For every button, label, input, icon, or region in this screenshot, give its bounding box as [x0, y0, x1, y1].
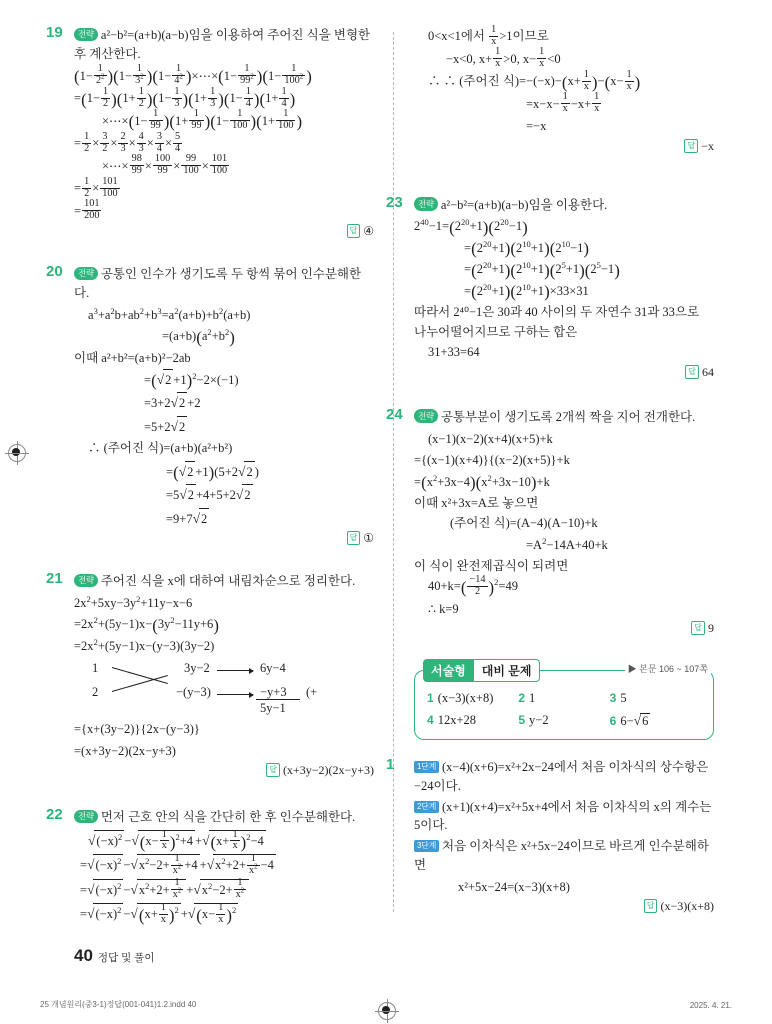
folio-title: 정답 및 풀이: [97, 952, 155, 964]
problem-number: 19: [46, 24, 63, 41]
seosul-answer-text: 1: [529, 691, 536, 705]
seosul-title: 서술형: [423, 659, 474, 682]
left-column: [46, 24, 374, 943]
cross-mid-bottom: −(y−3): [176, 685, 211, 700]
problem-21: [46, 570, 374, 778]
answer-tag: 답: [644, 899, 658, 913]
seosul-answer-number: 1: [427, 691, 434, 705]
math-line: $=√(-x)^2 -√x^2+2+$ $\frac{1}{x^2}$ $+√x^2-2+$ $\frac{1}{x^2}$: [74, 878, 374, 902]
ittae-text: 이때 a²+b²=(a+b)²−2ab: [74, 350, 191, 365]
strategy-line: [414, 408, 714, 427]
cross-right-bottom: −y+3: [260, 685, 287, 700]
math-line: $=(2^{20}+1)(2^{10}+1)(2^{10}-1)$: [464, 238, 589, 259]
answer-value: ①: [363, 531, 374, 545]
seosul-answer-box: [414, 664, 714, 740]
perfect-square-text: 이 식이 완전제곱식이 되려면: [414, 559, 569, 573]
substitute-text: 이때 x²+3x=A로 놓으면: [414, 496, 539, 510]
math-line: $=(2^{20}+1)(2^{10}+1)\times 33\times 31$: [464, 281, 589, 302]
therefore-text: ∴ k=9: [428, 601, 459, 616]
answer-line: [414, 365, 714, 380]
math-line: =(√2 +1)(5+2√2 ): [74, 460, 374, 484]
strategy-text: 공통부분이 생기도록 2개씩 짝을 지어 전개한다.: [440, 409, 696, 424]
problem-number: 24: [386, 405, 403, 423]
cross-multiplication-diagram: [74, 659, 374, 717]
strategy-tag: 전략: [414, 197, 438, 211]
text-line: [414, 556, 714, 576]
strategy-tag: 전략: [74, 28, 98, 42]
math-line: ×⋯× $\frac{98}{99}$ × $\frac{100}{99}$ × $\frac{99}{100}$ × $\frac{101}{100}$: [102, 153, 228, 177]
step-line: [414, 837, 714, 875]
step-1-tag: 1단계: [414, 761, 439, 773]
math-line: = $\frac{101}{200}$: [74, 198, 100, 222]
math-line: =x−x− $\frac{1}{x}$ −x+ $\frac{1}{x}$: [526, 91, 600, 115]
answer-tag: 답: [266, 763, 280, 777]
math-line: $=2x^2+(5y-1)x-(3y^2-11y+6)$: [74, 615, 219, 635]
cross-line-2: [112, 675, 168, 692]
seosul-answer-number: 6: [609, 714, 617, 728]
seosul-solution-1: [386, 756, 714, 914]
answer-line: [414, 139, 714, 154]
seosul-answer-number: 4: [427, 713, 434, 727]
math-line: ={(x−1)(x+4)}{(x−2)(x+5)}+k: [414, 453, 570, 467]
conclusion-line-1: 따라서 2⁴⁰−1은 30과 40 사이의 두 자연수 31과 33으로: [414, 305, 700, 320]
math-line: (1− $\frac{1}{2^2}$ )(1− $\frac{1}{3^2}$ )(1− $\frac{1}{4^2}$ )×⋯×(1− $\frac{1}{99^2}$ )(1− $\frac{1}{100^2}$ ): [74, 63, 312, 87]
problem-number: 22: [46, 806, 63, 824]
problem-24: [386, 405, 714, 636]
problem-20: [46, 263, 374, 546]
math-line: = $\frac{1}{2}$ × $\frac{101}{100}$: [74, 175, 118, 199]
math-line: $=(√2 +1)^2-2\times(-1)$: [144, 370, 239, 391]
math-line: ∴ ∴ (주어진 식)=−(−x)−(x+ $\frac{1}{x}$ )−(x− $\frac{1}{x}$ ): [428, 68, 641, 92]
math-line: =5+2√2: [74, 415, 374, 439]
answer-line: [74, 763, 374, 778]
answer-tag: 답: [347, 224, 361, 238]
seosul-subtitle: 대비 문제: [474, 659, 541, 682]
cross-right-top: 6y−4: [260, 661, 286, 676]
text-line: [414, 493, 714, 513]
answer-tag: 답: [347, 531, 361, 545]
answer-tag: 답: [684, 139, 698, 153]
text-line: [414, 302, 714, 322]
answer-value: ④: [363, 224, 374, 238]
math-line: =(1− $\frac{1}{2}$ )(1+ $\frac{1}{2}$ )(1− $\frac{1}{3}$ )(1+ $\frac{1}{3}$ )(1− $\frac{1}{4}$ )(1+ $\frac{1}{4}$ ): [74, 85, 296, 109]
math-line: (주어진 식)=(A−4)(A−10)+k: [450, 516, 598, 530]
cross-arrow-top: [217, 670, 253, 671]
math-line: $2^{40}-1=(2^{20}+1)(2^{20}-1)$: [414, 217, 528, 237]
step-1-text: (x−4)(x+6)=x²+2x−24에서 처음 이차식의 상수항은 −24이다.: [414, 760, 709, 793]
strategy-tag: 전략: [74, 574, 98, 588]
math-line: =3+2√2 +2: [74, 391, 374, 415]
conclusion-line-2: 나누어떨어지므로 구하는 합은: [414, 325, 578, 340]
strategy-text: a²−b²=(a+b)(a−b)임을 이용한다.: [440, 197, 608, 212]
seosul-answer-item: [610, 713, 701, 729]
cross-mid-top: 3y−2: [184, 661, 210, 676]
math-line: =−x: [526, 119, 547, 133]
imprint-right: 2025. 4. 21.: [689, 1001, 732, 1010]
given-text: (주어진 식): [450, 516, 510, 530]
cross-sum: 5y−1: [260, 701, 286, 716]
math-line: =(x+3y−2)(2x−y+3): [74, 743, 176, 758]
answer-value: 64: [702, 364, 714, 379]
math-line: $2x^2+5xy-3y^2+11y-x-6$: [74, 593, 193, 610]
math-line: $=2x^2+(5y-1)x-(y-3)(3y-2)$: [74, 636, 215, 653]
math-line: 0<x<1에서 $\frac{1}{x}$ >1이므로: [428, 23, 549, 47]
math-line: (x−1)(x−2)(x+4)(x+5)+k: [428, 431, 553, 446]
cross-arrow-bottom: [217, 694, 253, 695]
math-line: [74, 438, 374, 460]
strategy-line: [74, 265, 374, 303]
step-2-text: (x+1)(x+4)=x²+5x+4에서 처음 이차식의 x의 계수는 5이다.: [414, 799, 712, 833]
page-folio: [74, 946, 154, 966]
math-line: $a^3+a^2b+ab^2+b^3=a^2(a+b)+b^2(a+b)$: [88, 305, 251, 322]
math-line: [414, 877, 714, 899]
column-divider: [393, 32, 394, 912]
answer-value: (x+3y−2)(2x−y+3): [282, 763, 374, 778]
seosul-answer-item: [610, 691, 701, 706]
math-line: $=√(-x)^2 -√(x+$ $\frac{1}{x}$ )$^2$ +√(x− $\frac{1}{x}$ )$^2$: [80, 901, 237, 925]
math-line: [414, 342, 714, 364]
imprint-left: 25 개념원리(중3-1)정답(001-041)1.2.indd 40: [40, 1000, 197, 1009]
problem-22-continued: [414, 23, 714, 154]
math-line: ×⋯×(1− $\frac{1}{99}$ )(1+ $\frac{1}{99}$ )(1− $\frac{1}{100}$ )(1+ $\frac{1}{100}$ ): [102, 108, 303, 132]
math-line: ={x+(3y−2)}{2x−(y−3)}: [74, 722, 200, 737]
seosul-answer-text: 12x+28: [437, 713, 476, 727]
cross-left-top: 1: [92, 661, 99, 676]
seosul-answer-text: y−2: [529, 713, 549, 727]
seosul-answer-item: [518, 713, 609, 729]
seosul-answer-item: [427, 713, 518, 729]
math-line: $=(2^{20}+1)(2^{10}+1)(2^5+1)(2^5-1)$: [464, 260, 620, 280]
answer-line: [74, 531, 374, 546]
math-line: 40+k=( $\frac{-14}{2}$ )$^2$=49: [428, 573, 518, 597]
answer-value: 9: [708, 621, 714, 635]
seosul-answer-item: [518, 691, 609, 706]
seosul-answer-grid: [427, 691, 701, 729]
answer-tag: 답: [685, 365, 699, 379]
math-line: =9+7√2: [74, 507, 374, 531]
problem-number: 20: [46, 263, 63, 280]
math-line: [414, 599, 714, 621]
strategy-tag: 전략: [74, 267, 98, 281]
strategy-line: [414, 196, 714, 215]
strategy-tag: 전략: [74, 810, 98, 824]
answer-line: [414, 621, 714, 636]
seosul-answer-number: 2: [518, 691, 526, 705]
two-column-body: [46, 23, 714, 925]
registration-mark-bottom: [378, 1002, 396, 1020]
step-3-text: 처음 이차식은 x²+5x−24이므로 바르게 인수분해하면: [414, 839, 709, 872]
step-3-tag: 3단계: [414, 840, 439, 852]
math-line: $=√(-x)^2 -√x^2-2+$ $\frac{1}{x^2}$ $+4 +√x^2+2+$ $\frac{1}{x^2}$ −4: [80, 853, 274, 876]
seosul-header: [423, 659, 540, 682]
therefore-text: ∴ (주어진 식)=(a+b)(a²+b²): [88, 441, 233, 455]
answer-line: [74, 224, 374, 239]
seosul-reference: ▶ 본문 106 ~ 107쪽: [625, 662, 711, 675]
strategy-tag: 전략: [414, 409, 438, 423]
seosul-answer-text: 6−√6: [620, 713, 649, 728]
seosul-answer-number: 3: [609, 691, 617, 705]
registration-mark-left: [8, 444, 26, 462]
strategy-text: 주어진 식을 x에 대하여 내림차순으로 정리한다.: [100, 574, 356, 588]
math-line: $=A^2-14A+40+k$: [526, 535, 608, 552]
problem-22: [46, 806, 374, 926]
cross-underline: [256, 699, 300, 700]
cross-plus-sign: (+: [306, 685, 318, 700]
problem-number: 1: [386, 756, 395, 773]
seosul-answer-item: [427, 691, 518, 706]
page-number: 40: [74, 946, 93, 965]
problem-number: 21: [46, 570, 63, 587]
step-line: [414, 758, 714, 796]
seosul-answer-number: 5: [518, 713, 526, 727]
math-line: = $\frac{1}{2}$ × $\frac{3}{2}$ × $\frac{2}{3}$ × $\frac{4}{3}$ × $\frac{3}{4}$ × $\frac{5}{4}$: [74, 130, 181, 154]
text-line: [74, 348, 374, 368]
strategy-line: [74, 808, 374, 827]
answer-tag: 답: [691, 621, 705, 635]
problem-23: [386, 193, 714, 380]
math-line: −x<0, x+ $\frac{1}{x}$ >0, x− $\frac{1}{x}$ <0: [446, 46, 561, 70]
answer-value: (x−3)(x+8): [660, 899, 714, 913]
math-line: $√(-x)^2 -√(x-$ $\frac{1}{x}$ )$^2$+4 +√(x+ $\frac{1}{x}$ )$^2$−4: [88, 828, 264, 852]
strategy-text: 공통인 인수가 생기도록 두 항씩 묶어 인수분해한다.: [74, 267, 362, 300]
seosul-answer-text: (x−3)(x+8): [437, 691, 494, 705]
answer-value: −x: [701, 138, 714, 153]
math-line: $=(x^2+3x-4)(x^2+3x-10)+k$: [414, 472, 550, 493]
step-2-tag: 2단계: [414, 801, 439, 813]
cross-left-bottom: 2: [92, 685, 99, 700]
math-line: =5√2 +4+5+2√2: [74, 483, 374, 507]
strategy-text: a²−b²=(a+b)(a−b)임을 이용하여 주어진 식을 변형한 후 계산한다.: [74, 28, 371, 61]
answer-line: [414, 899, 714, 914]
problem-number: 23: [386, 193, 403, 211]
problem-19: [46, 24, 374, 239]
cross-line-1: [112, 667, 168, 684]
sum-line: 31+33=64: [428, 345, 480, 360]
right-column: [386, 23, 714, 930]
text-line: [414, 322, 714, 342]
step-line: [414, 798, 714, 836]
seosul-answer-text: 5: [620, 691, 627, 705]
strategy-text: 먼저 근호 안의 식을 간단히 한 후 인수분해한다.: [100, 810, 356, 825]
strategy-line: [74, 572, 374, 591]
math-line: $=(a+b)(a^2+b^2)$: [162, 326, 235, 347]
step-3-math: x²+5x−24=(x−3)(x+8): [458, 879, 570, 894]
strategy-line: [74, 26, 374, 64]
therefore-text: ∴ (주어진 식): [443, 74, 520, 89]
